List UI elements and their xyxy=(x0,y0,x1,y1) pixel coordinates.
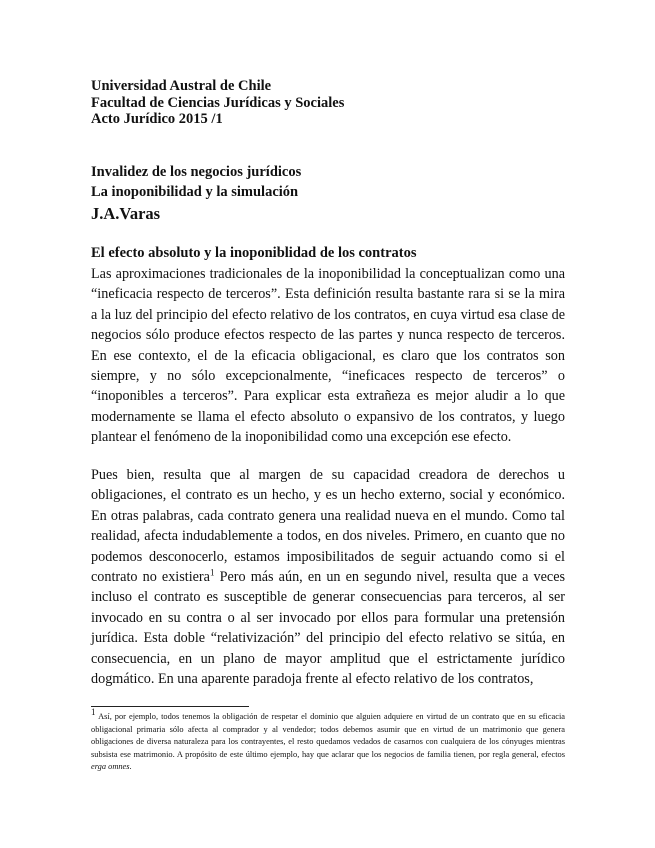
footnote xyxy=(91,707,565,774)
footnote-reference[interactable]: 1 xyxy=(209,567,215,578)
paragraph-2-continuation: Pero más aún, en un en segundo nivel, resulta que a veces incluso el contrato es susceptible de generar consecuencias para terceros, al ser invocado en su contra o al ser invocado por ellos para formular una pretensión jurídica. Esta doble “relativización” del principio del efecto relativo se sitúa, en consecuencia, en un plano de mayor amplitud que el estrictamente jurídico dogmático. En una aparente paradoja frente al efecto relativo de los contratos, xyxy=(91,569,566,688)
author-name: J.A.Varas xyxy=(91,204,161,223)
footnote-italic-term: erga omnes xyxy=(91,762,130,772)
paragraph-1: Las aproximaciones tradicionales de la inoponibilidad la conceptualizan como una “ineficacia respecto de terceros”. Esta definición resulta bastante rara si se la mira a la luz del principio del efecto relativo de los contratos, en cuya virtud esa clase de negocios sólo produce efectos respecto de las partes y nunca respecto de terceros. En ese contexto, el de la eficacia obligacional, es claro que los contratos son siempre, y no sólo excepcionalmente, “ineficaces respecto de terceros” o “inoponibles a terceros”. Para explicar esta extrañeza es mejor aludir a lo que modernamente se llama el efecto absoluto o expansivo de los contratos, y luego plantear el fenómeno de la inoponibilidad como una excepción ese efecto. xyxy=(91,266,565,446)
footnote-separator xyxy=(91,706,249,707)
footnote-text: Así, por ejemplo, todos tenemos la obligación de respetar el dominio que alguien adquiere en virtud de un contrato que en su eficacia obligacional primaria sólo afecta al comprador y al vendedor; todos debemos asumir que en virtud de un matrimonio que genera obligaciones de diversa naturaleza para los contrayentes, el resto quedamos vedados de casarnos con cualquiera de los cónyuges mientras subsista ese matrimonio. A propósito de este último ejemplo, hay que aclarar que los negocios de familia tienen, por regla general, efectos xyxy=(91,712,565,759)
document-subtitle: La inoponibilidad y la simulación xyxy=(91,184,299,200)
section-heading: El efecto absoluto y la inoponiblidad de los contratos xyxy=(91,245,417,261)
paragraph-2-text: Pues bien, resulta que al margen de su capacidad creadora de derechos u obligaciones, el contrato es un hecho, y es un hecho externo, social y económico. En otras palabras, cada contrato genera una realidad nueva en el mundo. Como tal realidad, afecta indudablemente a todos, en dos niveles. Primero, en cuanto que no podemos desconocerlo, estamos imposibilitados de seguir actuando como si el contrato no existiera xyxy=(91,467,565,586)
footnote-end-punct: . xyxy=(129,762,132,772)
paragraph-2 xyxy=(91,465,565,689)
document-title: Invalidez de los negocios jurídicos xyxy=(91,164,302,180)
course-name: Acto Jurídico 2015 /1 xyxy=(91,111,223,127)
footnote-number: 1 xyxy=(91,707,96,718)
faculty-name: Facultad de Ciencias Jurídicas y Sociales xyxy=(91,95,345,111)
university-name: Universidad Austral de Chile xyxy=(91,78,272,94)
